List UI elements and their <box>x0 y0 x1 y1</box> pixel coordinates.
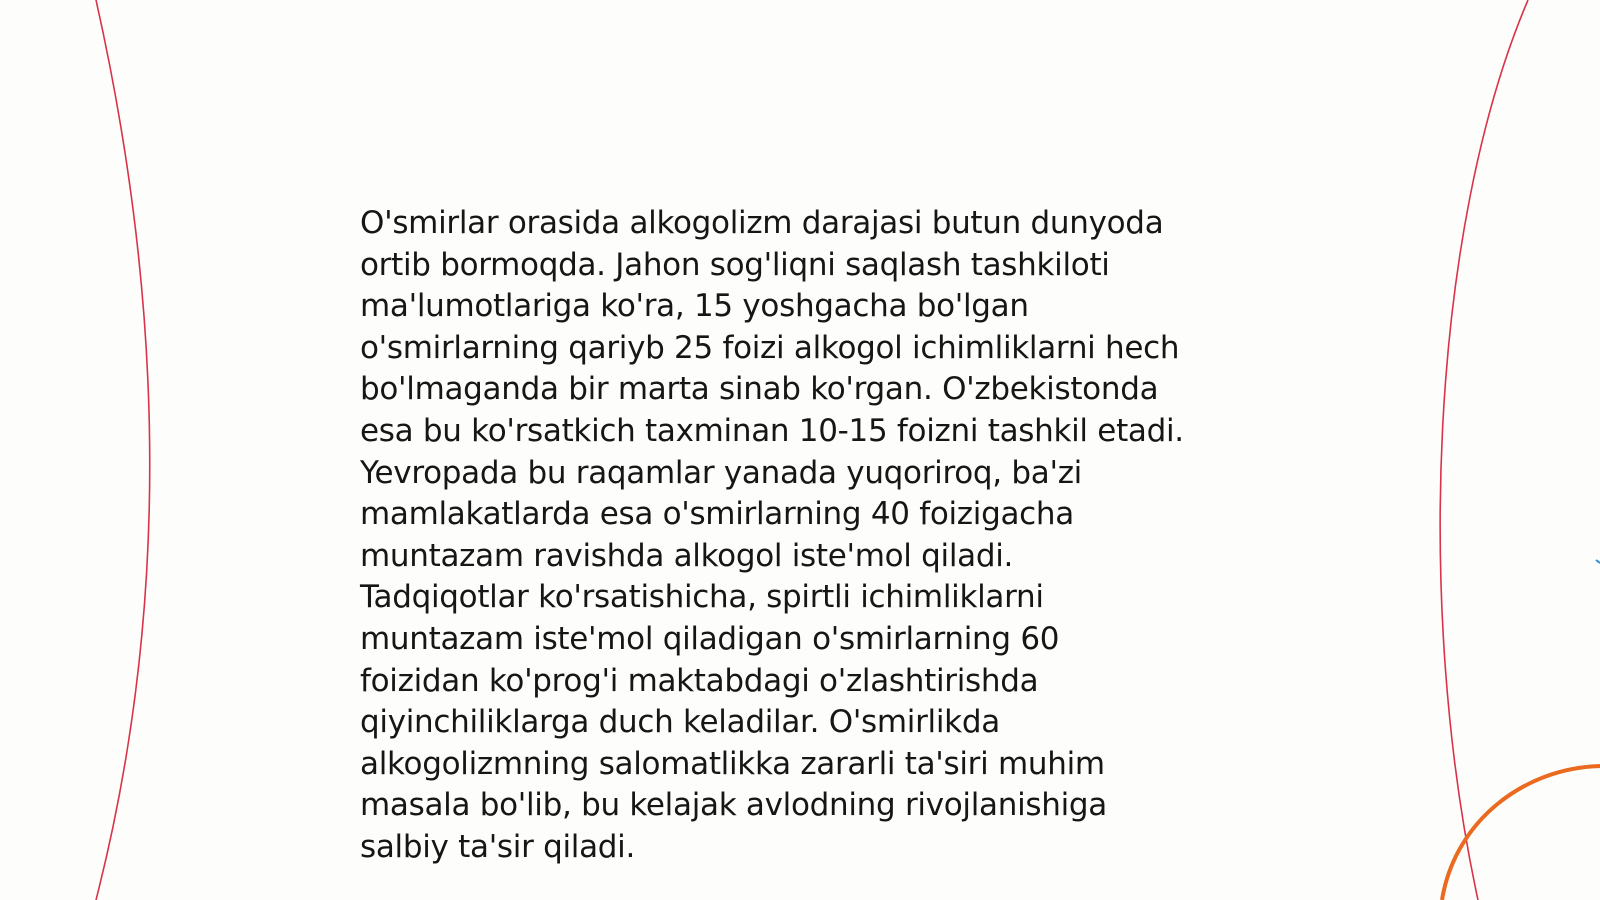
blue-edge-accent <box>1596 560 1600 563</box>
body-paragraph: O'smirlar orasida alkogolizm darajasi butun dunyoda ortib bormoqda. Jahon sog'liqni saqlash tashkiloti ma'lumotlariga ko'ra, 15 yoshgacha bo'lgan o'smirlarning qariyb 25 foizi alkogol ichimliklarni hech bo'lmaganda bir marta sinab ko'rgan. O'zbekistonda esa bu ko'rsatkich taxminan 10-15 foizni tashkil etadi. Yevropada bu raqamlar yanada yuqoriroq, ba'zi mamlakatlarda esa o'smirlarning 40 foizigacha muntazam ravishda alkogol iste'mol qiladi. Tadqiqotlar ko'rsatishicha, spirtli ichimliklarni muntazam iste'mol qiladigan o'smirlarning 60 foizidan ko'prog'i maktabdagi o'zlashtirishda qiyinchiliklarga duch keladilar. O'smirlikda alkogolizmning salomatlikka zararli ta'siri muhim masala bo'lib, bu kelajak avlodning rivojlanishiga salbiy ta'sir qiladi. <box>360 205 1184 865</box>
right-curve-line <box>1440 0 1528 900</box>
left-curve-line <box>96 0 150 900</box>
